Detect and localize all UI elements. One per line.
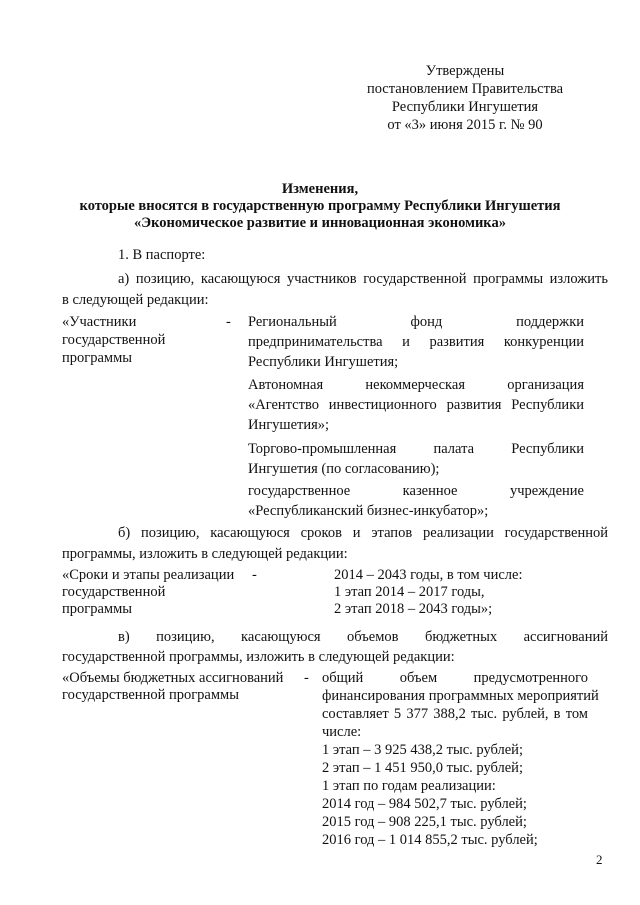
item-c-line-1: в) позицию, касающуюся объемов бюджетных ассигнований [118,629,608,645]
terms-line: 1 этап 2014 – 2017 годы, [334,584,485,600]
participants-line: «Агентство инвестиционного развития Республики [248,397,584,413]
volumes-line: 1 этап – 3 925 438,2 тыс. рублей; [322,742,523,758]
participants-line: Торгово-промышленная палата Республики [248,441,584,457]
approval-block [340,62,590,134]
section-heading: 1. В паспорте: [118,247,206,263]
volumes-line: 2015 год – 908 225,1 тыс. рублей; [322,814,527,830]
item-a-line-2: в следующей редакции: [62,292,209,308]
volumes-line: 2014 год – 984 502,7 тыс. рублей; [322,796,527,812]
volumes-line: 2016 год – 1 014 855,2 тыс. рублей; [322,832,538,848]
terms-label-2: государственной [62,584,166,600]
approval-line-3: Республики Ингушетия [391,99,539,115]
volumes-line: числе: [322,724,362,740]
volumes-list [322,669,599,849]
title-line-3: «Экономическое развитие и инновационная экономика» [134,215,506,231]
volumes-line: общий объем предусмотренного [322,670,588,686]
title-line-1: Изменения, [281,181,359,197]
volumes-line: составляет 5 377 388,2 тыс. рублей, в том [322,706,588,722]
participants-line: Автономная некоммерческая организация [248,377,584,393]
terms-line: 2 этап 2018 – 2043 годы»; [334,601,493,617]
volumes-label-2: государственной программы [62,687,239,703]
participants-label-3: программы [62,350,132,366]
volumes-line: 2 этап – 1 451 950,0 тыс. рублей; [322,760,523,776]
participants-line: «Республиканский бизнес-инкубатор»; [248,503,489,519]
volumes-dash: - [304,670,309,686]
item-c-line-2: государственной программы, изложить в следующей редакции: [62,649,455,665]
item-b-line-2: программы, изложить в следующей редакции: [62,546,348,562]
terms-line: 2014 – 2043 годы, в том числе: [334,567,523,583]
terms-label-3: программы [62,601,132,617]
document-title [40,181,600,232]
approval-line-2: постановлением Правительства [366,81,564,97]
item-b-line-1: б) позицию, касающуюся сроков и этапов реализации государственной [118,525,608,541]
volumes-line: финансирования программных мероприятий [322,688,599,704]
participants-line: государственное казенное учреждение [248,483,584,499]
participants-line: Региональный фонд поддержки [248,314,584,330]
participants-label-1: «Участники [62,314,137,330]
participants-list [248,313,584,522]
approval-line-1: Утверждены [425,63,505,79]
participants-label-2: государственной [62,332,166,348]
participants-line: Республики Ингушетия; [248,354,399,370]
terms-label-1: «Сроки и этапы реализации [62,567,235,583]
item-a-line-1: а) позицию, касающуюся участников государственной программы изложить [118,271,608,287]
terms-dash: - [252,567,257,583]
participants-dash: - [226,314,231,330]
volumes-label-1: «Объемы бюджетных ассигнований [62,670,284,686]
participants-line: Ингушетия»; [248,417,330,433]
page-number: 2 [596,852,603,867]
title-line-2: которые вносятся в государственную программу Республики Ингушетия [79,198,561,214]
terms-list [334,566,594,617]
participants-line: предпринимательства и развития конкуренции [248,334,584,350]
approval-line-4: от «3» июня 2015 г. № 90 [387,117,543,133]
volumes-line: 1 этап по годам реализации: [322,778,496,794]
participants-line: Ингушетия (по согласованию); [248,461,440,477]
